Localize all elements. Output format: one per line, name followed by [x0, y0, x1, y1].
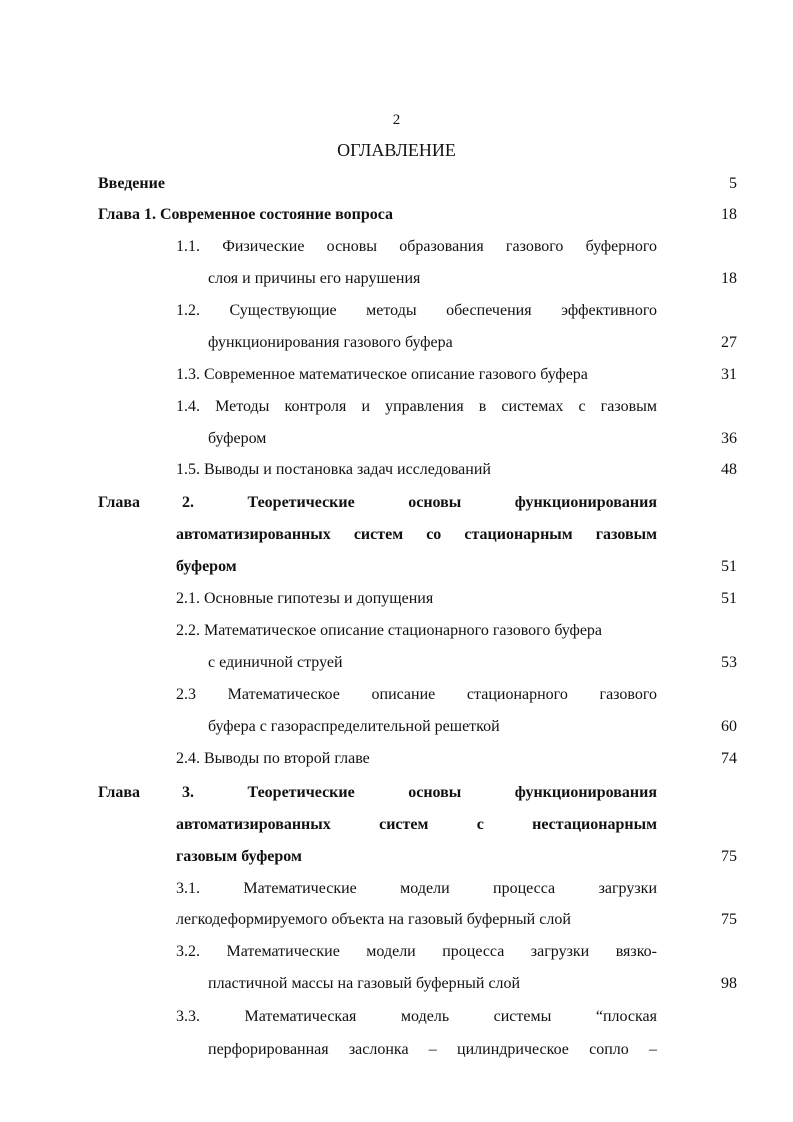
toc-s2-2-line1: 2.2. Математическое описание стационарного газового буфера: [176, 622, 603, 639]
toc-ch3-line1: 3. Теоретические основы функционирования: [182, 784, 657, 801]
toc-s3-3-line1: 3.3. Математическая модель системы “плоская: [176, 1008, 657, 1025]
toc-s3-1-page: 75: [721, 911, 737, 928]
toc-intro-page: 5: [729, 175, 737, 192]
toc-s1-4-line2: буфером: [208, 430, 267, 447]
toc-ch3-line2: автоматизированных систем с нестационарным: [176, 816, 657, 833]
toc-s1-2-line2: функционирования газового буфера: [208, 334, 453, 351]
toc-s2-3-line2: буфера с газораспределительной решеткой: [208, 718, 500, 735]
toc-s1-1-page: 18: [721, 270, 737, 287]
toc-s3-2-line2: пластичной массы на газовый буферный слой: [208, 975, 521, 992]
toc-s2-1-page: 51: [721, 590, 737, 607]
page-number: 2: [392, 112, 401, 128]
toc-s3-2-line1: 3.2. Математические модели процесса загрузки вязко-: [176, 943, 657, 960]
toc-s2-1-line1: 2.1. Основные гипотезы и допущения: [176, 590, 434, 607]
toc-s1-4-line1: 1.4. Методы контроля и управления в системах с газовым: [176, 398, 657, 415]
toc-intro-label: Введение: [98, 175, 165, 192]
toc-s1-1-line1: 1.1. Физические основы образования газового буферного: [176, 238, 657, 255]
toc-ch3-page: 75: [721, 848, 737, 865]
toc-s1-3-line1: 1.3. Современное математическое описание газового буфера: [176, 366, 588, 383]
toc-s2-4-line1: 2.4. Выводы по второй главе: [176, 750, 370, 767]
toc-s1-2-page: 27: [721, 334, 737, 351]
toc-ch2-page: 51: [721, 558, 737, 575]
toc-ch2-line2: автоматизированных систем со стационарным газовым: [176, 526, 657, 543]
toc-ch1-label: Глава 1. Современное состояние вопроса: [98, 206, 394, 223]
toc-s1-3-page: 31: [721, 366, 737, 383]
toc-s1-4-page: 36: [721, 430, 737, 447]
toc-ch2-word: Глава: [98, 494, 140, 511]
toc-s2-4-page: 74: [721, 750, 737, 767]
toc-s1-5-line1: 1.5. Выводы и постановка задач исследований: [176, 461, 491, 478]
page-title: ОГЛАВЛЕНИЕ: [337, 140, 456, 160]
toc-s1-5-page: 48: [721, 461, 737, 478]
toc-s2-2-page: 53: [721, 654, 737, 671]
toc-s1-2-line1: 1.2. Существующие методы обеспечения эффективного: [176, 302, 657, 319]
toc-s1-1-line2: слоя и причины его нарушения: [208, 270, 421, 287]
toc-s3-1-line1: 3.1. Математические модели процесса загрузки: [176, 880, 657, 897]
toc-s3-1-line2: легкодеформируемого объекта на газовый буферный слой: [176, 911, 571, 928]
toc-s3-2-page: 98: [721, 975, 737, 992]
toc-ch2-line3: буфером: [176, 558, 237, 575]
toc-ch3-line3: газовым буфером: [176, 848, 302, 865]
toc-ch1-page: 18: [721, 206, 737, 223]
toc-s2-3-page: 60: [721, 718, 737, 735]
toc-ch2-line1: 2. Теоретические основы функционирования: [182, 494, 657, 511]
toc-ch3-word: Глава: [98, 784, 140, 801]
toc-s2-2-line2: с единичной струей: [208, 654, 343, 671]
toc-s3-3-line2: перфорированная заслонка – цилиндрическое сопло –: [208, 1041, 657, 1058]
toc-s2-3-line1: 2.3 Математическое описание стационарного газового: [176, 686, 657, 703]
